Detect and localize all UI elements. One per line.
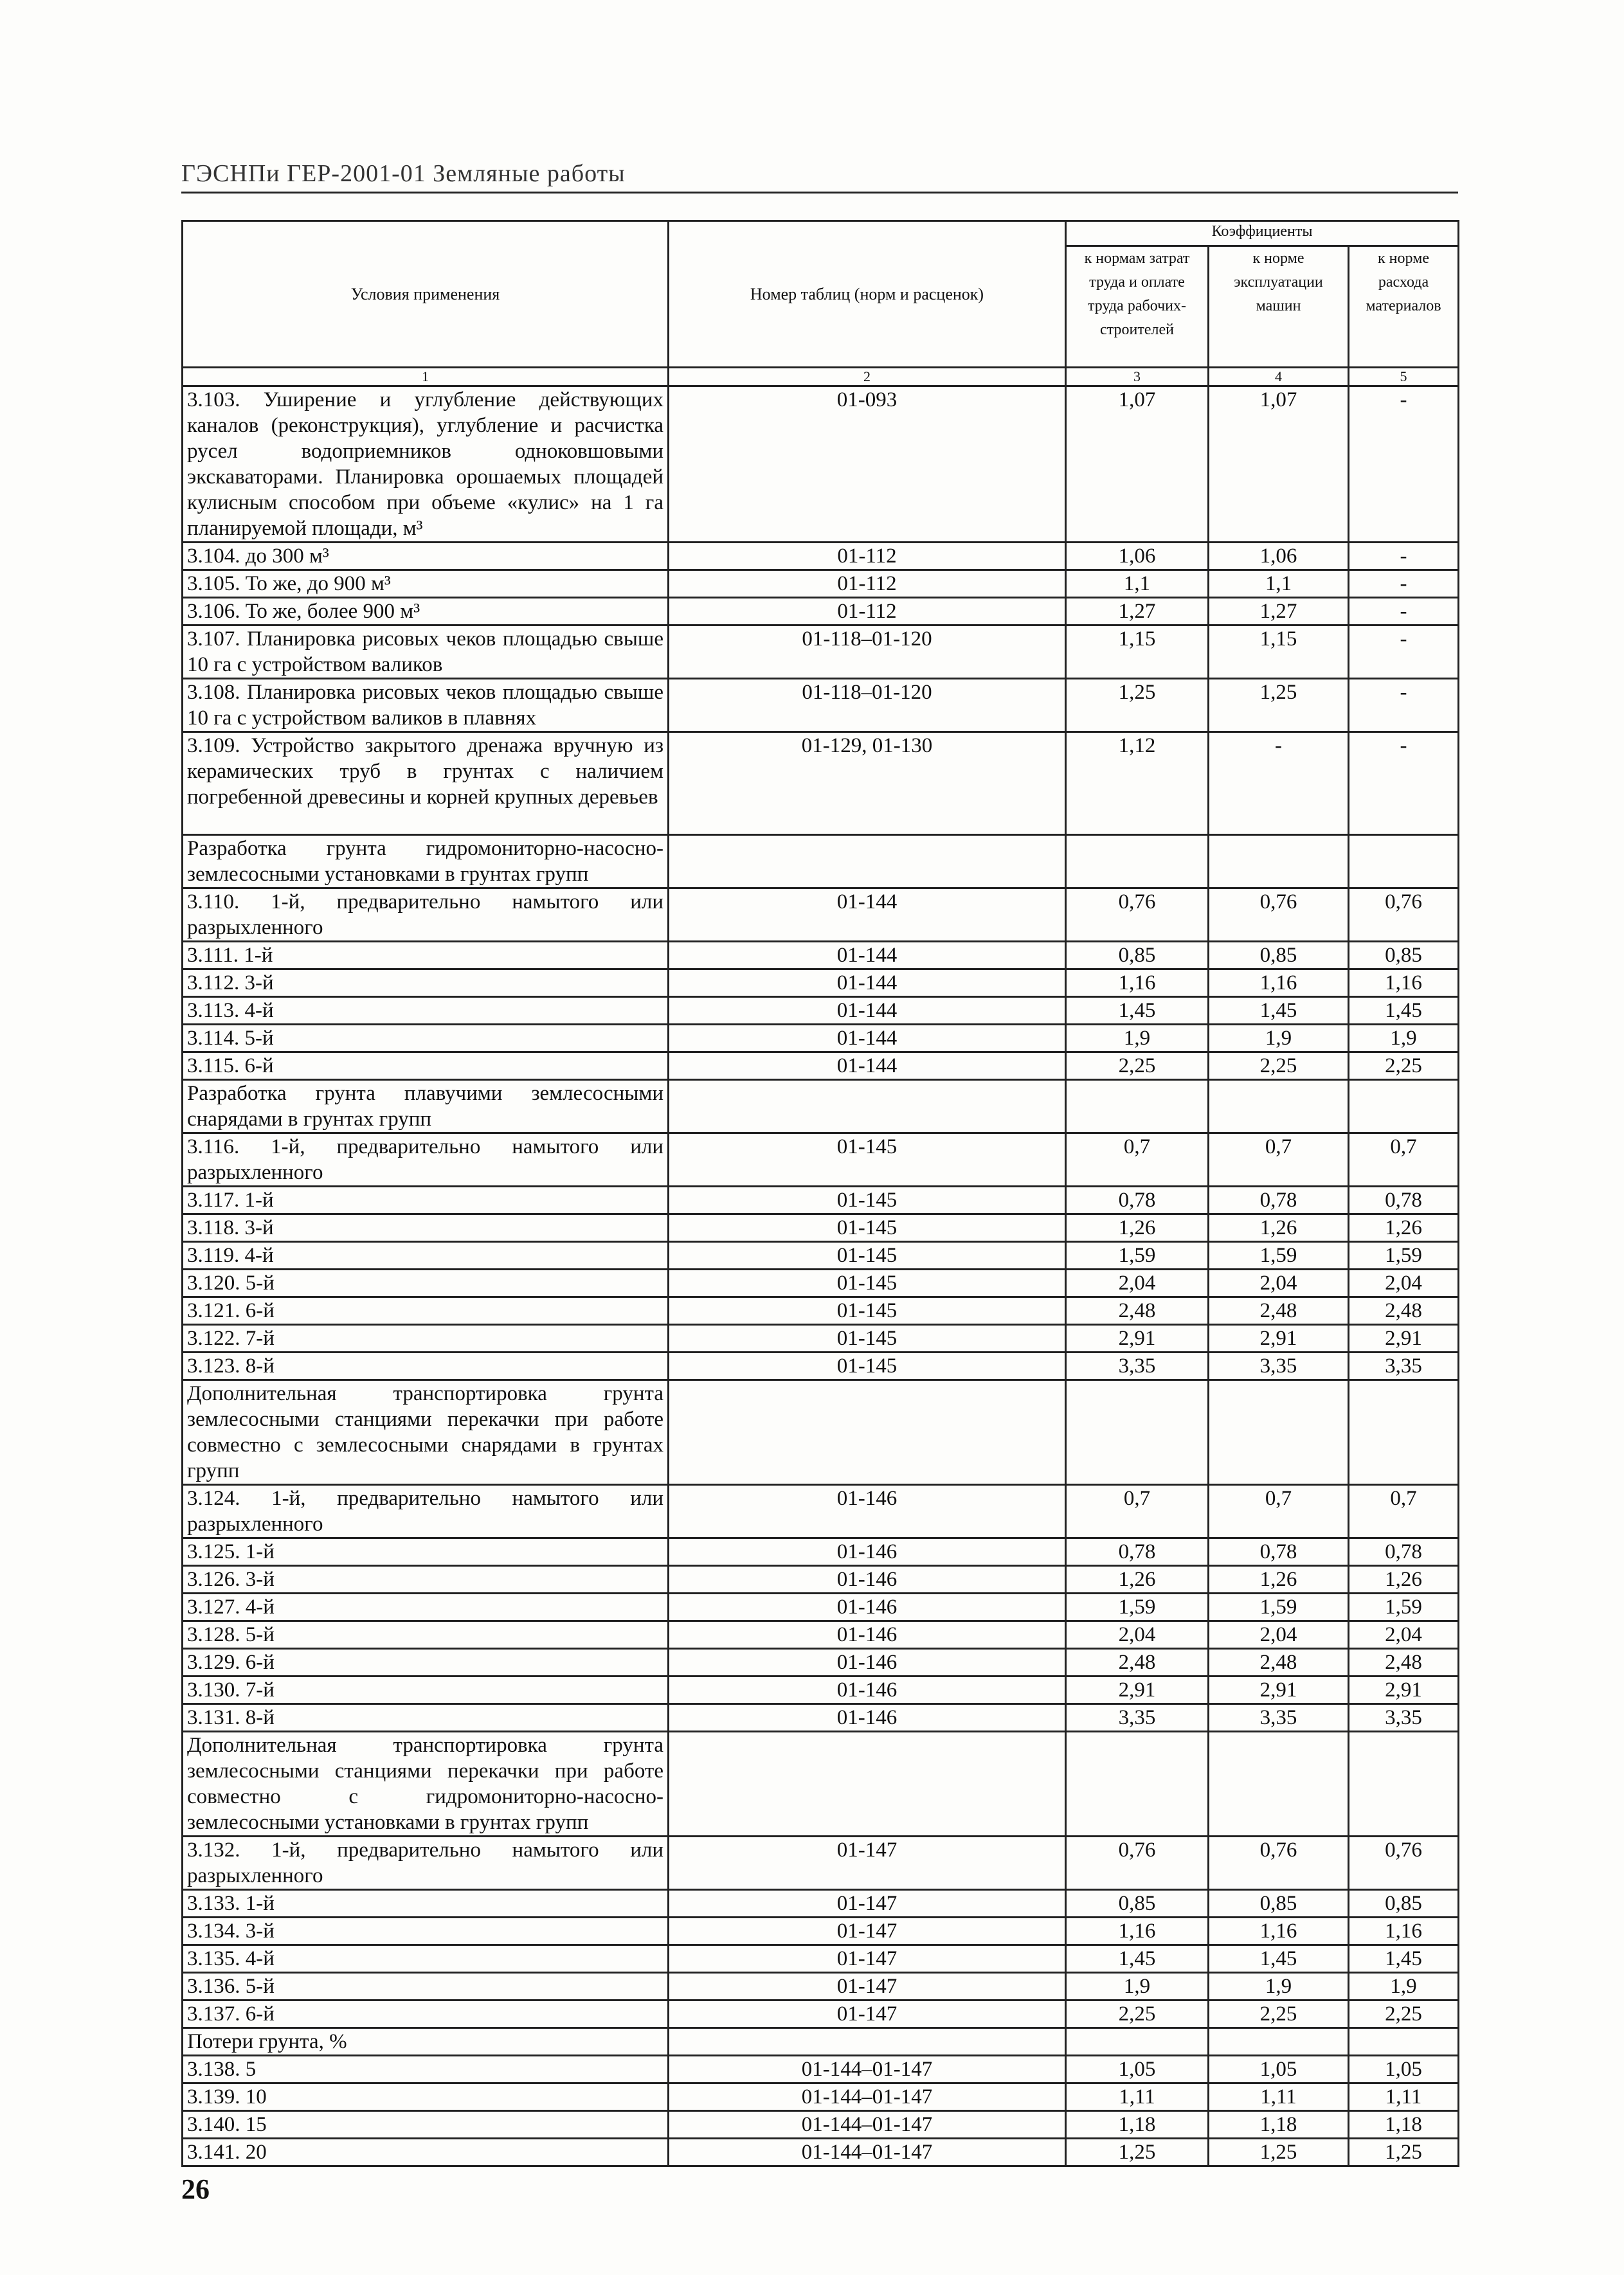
table-row: [183, 1621, 1459, 1649]
machines-coef-cell: [1209, 1732, 1349, 1837]
table-row: [183, 1837, 1459, 1890]
machines-coef-cell: 1,59: [1209, 1242, 1349, 1270]
machines-coef-cell: 1,26: [1209, 1214, 1349, 1242]
condition-cell: 3.139. 10: [183, 2083, 669, 2111]
materials-coef-cell: 1,59: [1349, 1242, 1459, 1270]
materials-coef-cell: 0,78: [1349, 1187, 1459, 1214]
condition-cell: 3.136. 5-й: [183, 1973, 669, 2001]
column-number: 5: [1349, 368, 1459, 386]
table-row: [183, 2139, 1459, 2166]
labor-coef-cell: 2,91: [1066, 1677, 1209, 1704]
labor-coef-cell: 1,06: [1066, 543, 1209, 570]
table-row: [183, 1649, 1459, 1677]
table-row: [183, 1187, 1459, 1214]
header-materials: к норме расхода материалов: [1349, 246, 1459, 368]
table-row: [183, 570, 1459, 598]
labor-coef-cell: 2,04: [1066, 1270, 1209, 1297]
machines-coef-cell: 1,25: [1209, 2139, 1349, 2166]
materials-coef-cell: 1,16: [1349, 969, 1459, 997]
condition-cell: 3.137. 6-й: [183, 2001, 669, 2028]
machines-coef-cell: 3,35: [1209, 1704, 1349, 1732]
labor-coef-cell: 1,16: [1066, 1918, 1209, 1945]
materials-coef-cell: -: [1349, 625, 1459, 679]
labor-coef-cell: 1,16: [1066, 969, 1209, 997]
materials-coef-cell: 2,04: [1349, 1270, 1459, 1297]
machines-coef-cell: -: [1209, 732, 1349, 835]
machines-coef-cell: 2,04: [1209, 1270, 1349, 1297]
labor-coef-cell: [1066, 1080, 1209, 1133]
table-number-cell: [669, 2028, 1066, 2056]
machines-coef-cell: 2,25: [1209, 2001, 1349, 2028]
header-table-numbers: Номер таблиц (норм и расценок): [669, 221, 1066, 368]
table-number-cell: 01-146: [669, 1649, 1066, 1677]
condition-cell: 3.122. 7-й: [183, 1325, 669, 1353]
table-number-cell: 01-145: [669, 1214, 1066, 1242]
table-row: [183, 942, 1459, 969]
table-row: [183, 679, 1459, 732]
table-number-cell: 01-146: [669, 1538, 1066, 1566]
machines-coef-cell: 1,27: [1209, 598, 1349, 625]
table-row: [183, 1973, 1459, 2001]
table-number-cell: 01-145: [669, 1187, 1066, 1214]
materials-coef-cell: 1,9: [1349, 1973, 1459, 2001]
condition-cell: 3.138. 5: [183, 2056, 669, 2083]
table-row: [183, 1325, 1459, 1353]
labor-coef-cell: 2,25: [1066, 2001, 1209, 2028]
table-row: [183, 1485, 1459, 1538]
labor-coef-cell: 1,59: [1066, 1594, 1209, 1621]
labor-coef-cell: 2,48: [1066, 1297, 1209, 1325]
labor-coef-cell: 0,78: [1066, 1187, 1209, 1214]
table-row: [183, 1890, 1459, 1918]
table-row: [183, 1052, 1459, 1080]
table-number-cell: 01-146: [669, 1594, 1066, 1621]
machines-coef-cell: 0,7: [1209, 1133, 1349, 1187]
labor-coef-cell: 2,04: [1066, 1621, 1209, 1649]
condition-cell: 3.141. 20: [183, 2139, 669, 2166]
table-number-cell: 01-145: [669, 1297, 1066, 1325]
condition-cell: 3.129. 6-й: [183, 1649, 669, 1677]
header-coefficients: Коэффициенты: [1066, 221, 1459, 246]
labor-coef-cell: 1,18: [1066, 2111, 1209, 2139]
condition-cell: 3.118. 3-й: [183, 1214, 669, 1242]
machines-coef-cell: 2,48: [1209, 1649, 1349, 1677]
table-row: [183, 1270, 1459, 1297]
labor-coef-cell: 0,78: [1066, 1538, 1209, 1566]
materials-coef-cell: -: [1349, 679, 1459, 732]
table-number-cell: 01-147: [669, 1890, 1066, 1918]
column-numbers-row: [183, 368, 1459, 386]
labor-coef-cell: [1066, 1732, 1209, 1837]
condition-cell: 3.109. Устройство закрытого дренажа вручную из керамических труб в грунтах с наличием погребенной древесины и корней крупных деревьев: [183, 732, 669, 835]
materials-coef-cell: 2,25: [1349, 1052, 1459, 1080]
table-number-cell: 01-146: [669, 1485, 1066, 1538]
header-rule: [181, 192, 1458, 193]
machines-coef-cell: [1209, 2028, 1349, 2056]
materials-coef-cell: 0,7: [1349, 1133, 1459, 1187]
labor-coef-cell: 1,25: [1066, 2139, 1209, 2166]
materials-coef-cell: [1349, 1732, 1459, 1837]
materials-coef-cell: [1349, 1080, 1459, 1133]
condition-cell: Разработка грунта плавучими землесосными снарядами в грунтах групп: [183, 1080, 669, 1133]
machines-coef-cell: 0,78: [1209, 1187, 1349, 1214]
table-row: [183, 1133, 1459, 1187]
machines-coef-cell: 1,07: [1209, 386, 1349, 543]
table-number-cell: [669, 1080, 1066, 1133]
materials-coef-cell: 0,76: [1349, 888, 1459, 942]
table-number-cell: 01-145: [669, 1325, 1066, 1353]
table-number-cell: 01-112: [669, 570, 1066, 598]
condition-cell: 3.124. 1-й, предварительно намытого или разрыхленного: [183, 1485, 669, 1538]
table-row: [183, 2028, 1459, 2056]
machines-coef-cell: 3,35: [1209, 1353, 1349, 1380]
materials-coef-cell: 2,25: [1349, 2001, 1459, 2028]
materials-coef-cell: 2,91: [1349, 1677, 1459, 1704]
labor-coef-cell: [1066, 2028, 1209, 2056]
condition-cell: 3.135. 4-й: [183, 1945, 669, 1973]
table-number-cell: 01-112: [669, 543, 1066, 570]
table-row: [183, 1732, 1459, 1837]
table-number-cell: 01-145: [669, 1133, 1066, 1187]
condition-cell: Дополнительная транспортировка грунта землесосными станциями перекачки при работе совместно с землесосными снарядами в грунтах групп: [183, 1380, 669, 1485]
table-row: [183, 625, 1459, 679]
materials-coef-cell: 2,48: [1349, 1297, 1459, 1325]
labor-coef-cell: 3,35: [1066, 1353, 1209, 1380]
labor-coef-cell: 1,45: [1066, 1945, 1209, 1973]
table-row: [183, 835, 1459, 888]
labor-coef-cell: 0,85: [1066, 1890, 1209, 1918]
machines-coef-cell: 1,11: [1209, 2083, 1349, 2111]
machines-coef-cell: 1,25: [1209, 679, 1349, 732]
condition-cell: 3.126. 3-й: [183, 1566, 669, 1594]
table-number-cell: 01-145: [669, 1242, 1066, 1270]
labor-coef-cell: 1,15: [1066, 625, 1209, 679]
labor-coef-cell: 2,25: [1066, 1052, 1209, 1080]
column-number: 2: [669, 368, 1066, 386]
table-row: [183, 1704, 1459, 1732]
table-number-cell: [669, 835, 1066, 888]
labor-coef-cell: 1,05: [1066, 2056, 1209, 2083]
labor-coef-cell: 1,07: [1066, 386, 1209, 543]
materials-coef-cell: 1,18: [1349, 2111, 1459, 2139]
table-number-cell: 01-144–01-147: [669, 2111, 1066, 2139]
table-row: [183, 1025, 1459, 1052]
table-row: [183, 1080, 1459, 1133]
table-number-cell: 01-146: [669, 1704, 1066, 1732]
materials-coef-cell: 1,45: [1349, 997, 1459, 1025]
condition-cell: 3.105. То же, до 900 м³: [183, 570, 669, 598]
table-row: [183, 1380, 1459, 1485]
table-number-cell: 01-147: [669, 1837, 1066, 1890]
labor-coef-cell: 1,1: [1066, 570, 1209, 598]
condition-cell: 3.104. до 300 м³: [183, 543, 669, 570]
condition-cell: Разработка грунта гидромониторно-насосно-землесосными установками в грунтах групп: [183, 835, 669, 888]
condition-cell: 3.106. То же, более 900 м³: [183, 598, 669, 625]
table-number-cell: 01-112: [669, 598, 1066, 625]
materials-coef-cell: -: [1349, 386, 1459, 543]
column-number: 3: [1066, 368, 1209, 386]
materials-coef-cell: [1349, 835, 1459, 888]
table-row: [183, 1297, 1459, 1325]
condition-cell: 3.140. 15: [183, 2111, 669, 2139]
materials-coef-cell: 1,59: [1349, 1594, 1459, 1621]
materials-coef-cell: 0,85: [1349, 1890, 1459, 1918]
table-row: [183, 1242, 1459, 1270]
table-row: [183, 1353, 1459, 1380]
machines-coef-cell: 1,16: [1209, 1918, 1349, 1945]
materials-coef-cell: 1,45: [1349, 1945, 1459, 1973]
labor-coef-cell: 1,9: [1066, 1025, 1209, 1052]
machines-coef-cell: 1,1: [1209, 570, 1349, 598]
machines-coef-cell: 1,9: [1209, 1973, 1349, 2001]
materials-coef-cell: 1,9: [1349, 1025, 1459, 1052]
condition-cell: 3.115. 6-й: [183, 1052, 669, 1080]
table-row: [183, 732, 1459, 835]
condition-cell: 3.108. Планировка рисовых чеков площадью свыше 10 га с устройством валиков в плавнях: [183, 679, 669, 732]
labor-coef-cell: 0,85: [1066, 942, 1209, 969]
table-number-cell: [669, 1732, 1066, 1837]
condition-cell: 3.128. 5-й: [183, 1621, 669, 1649]
condition-cell: 3.117. 1-й: [183, 1187, 669, 1214]
condition-cell: 3.120. 5-й: [183, 1270, 669, 1297]
condition-cell: Потери грунта, %: [183, 2028, 669, 2056]
condition-cell: 3.116. 1-й, предварительно намытого или разрыхленного: [183, 1133, 669, 1187]
table-row: [183, 1918, 1459, 1945]
labor-coef-cell: [1066, 1380, 1209, 1485]
table-row: [183, 598, 1459, 625]
materials-coef-cell: 1,16: [1349, 1918, 1459, 1945]
labor-coef-cell: 0,7: [1066, 1485, 1209, 1538]
machines-coef-cell: 0,7: [1209, 1485, 1349, 1538]
table-number-cell: 01-144: [669, 1025, 1066, 1052]
materials-coef-cell: 3,35: [1349, 1353, 1459, 1380]
machines-coef-cell: 1,45: [1209, 1945, 1349, 1973]
materials-coef-cell: 3,35: [1349, 1704, 1459, 1732]
table-row: [183, 1594, 1459, 1621]
materials-coef-cell: 0,78: [1349, 1538, 1459, 1566]
table-number-cell: 01-146: [669, 1677, 1066, 1704]
page-number: 26: [181, 2173, 210, 2205]
labor-coef-cell: 0,7: [1066, 1133, 1209, 1187]
machines-coef-cell: [1209, 835, 1349, 888]
table-row: [183, 1677, 1459, 1704]
condition-cell: 3.130. 7-й: [183, 1677, 669, 1704]
table-number-cell: 01-118–01-120: [669, 679, 1066, 732]
table-row: [183, 386, 1459, 543]
coefficients-table: [181, 220, 1459, 2167]
table-row: [183, 2001, 1459, 2028]
labor-coef-cell: 1,26: [1066, 1214, 1209, 1242]
table-body: [183, 386, 1459, 2166]
materials-coef-cell: -: [1349, 732, 1459, 835]
table-number-cell: 01-147: [669, 1918, 1066, 1945]
condition-cell: 3.114. 5-й: [183, 1025, 669, 1052]
table-number-cell: 01-147: [669, 1973, 1066, 2001]
table-row: [183, 888, 1459, 942]
labor-coef-cell: 2,48: [1066, 1649, 1209, 1677]
machines-coef-cell: 1,59: [1209, 1594, 1349, 1621]
table-number-cell: 01-147: [669, 1945, 1066, 1973]
table-number-cell: 01-146: [669, 1566, 1066, 1594]
table-number-cell: 01-145: [669, 1270, 1066, 1297]
condition-cell: 3.103. Уширение и углубление действующих каналов (реконструкция), углубление и расчистка русел водоприемников одноковшовыми экскаваторами. Планировка орошаемых площадей кулисным способом при объеме «кулис» на 1 га планируемой площади, м³: [183, 386, 669, 543]
running-header: ГЭСНПи ГЕР-2001-01 Земляные работы: [181, 160, 626, 187]
machines-coef-cell: 1,26: [1209, 1566, 1349, 1594]
machines-coef-cell: 1,05: [1209, 2056, 1349, 2083]
labor-coef-cell: 1,9: [1066, 1973, 1209, 2001]
machines-coef-cell: 1,16: [1209, 969, 1349, 997]
machines-coef-cell: 1,15: [1209, 625, 1349, 679]
labor-coef-cell: 1,25: [1066, 679, 1209, 732]
condition-cell: Дополнительная транспортировка грунта землесосными станциями перекачки при работе совместно с гидромониторно-насосно-землесосными установками в грунтах групп: [183, 1732, 669, 1837]
materials-coef-cell: 1,26: [1349, 1214, 1459, 1242]
materials-coef-cell: 1,05: [1349, 2056, 1459, 2083]
table-number-cell: 01-144: [669, 1052, 1066, 1080]
materials-coef-cell: 1,11: [1349, 2083, 1459, 2111]
header-machines: к норме эксплуатации машин: [1209, 246, 1349, 368]
materials-coef-cell: 2,48: [1349, 1649, 1459, 1677]
labor-coef-cell: 3,35: [1066, 1704, 1209, 1732]
table-number-cell: 01-144–01-147: [669, 2056, 1066, 2083]
column-number: 1: [183, 368, 669, 386]
machines-coef-cell: 0,76: [1209, 1837, 1349, 1890]
table-number-cell: 01-144–01-147: [669, 2083, 1066, 2111]
machines-coef-cell: 2,91: [1209, 1325, 1349, 1353]
labor-coef-cell: 1,11: [1066, 2083, 1209, 2111]
machines-coef-cell: 2,91: [1209, 1677, 1349, 1704]
table-row: [183, 1566, 1459, 1594]
condition-cell: 3.121. 6-й: [183, 1297, 669, 1325]
machines-coef-cell: 1,9: [1209, 1025, 1349, 1052]
condition-cell: 3.119. 4-й: [183, 1242, 669, 1270]
table-number-cell: [669, 1380, 1066, 1485]
table-row: [183, 1945, 1459, 1973]
materials-coef-cell: -: [1349, 570, 1459, 598]
table-row: [183, 2083, 1459, 2111]
labor-coef-cell: 0,76: [1066, 1837, 1209, 1890]
table-row: [183, 543, 1459, 570]
labor-coef-cell: 1,27: [1066, 598, 1209, 625]
materials-coef-cell: 1,26: [1349, 1566, 1459, 1594]
condition-cell: 3.112. 3-й: [183, 969, 669, 997]
materials-coef-cell: 0,76: [1349, 1837, 1459, 1890]
machines-coef-cell: [1209, 1380, 1349, 1485]
materials-coef-cell: -: [1349, 598, 1459, 625]
condition-cell: 3.133. 1-й: [183, 1890, 669, 1918]
materials-coef-cell: 2,91: [1349, 1325, 1459, 1353]
table-row: [183, 1538, 1459, 1566]
header-conditions: Условия применения: [183, 221, 669, 368]
table-row: [183, 969, 1459, 997]
machines-coef-cell: 2,25: [1209, 1052, 1349, 1080]
labor-coef-cell: [1066, 835, 1209, 888]
machines-coef-cell: 0,78: [1209, 1538, 1349, 1566]
table-number-cell: 01-129, 01-130: [669, 732, 1066, 835]
table-number-cell: 01-145: [669, 1353, 1066, 1380]
machines-coef-cell: 2,04: [1209, 1621, 1349, 1649]
table-number-cell: 01-144–01-147: [669, 2139, 1066, 2166]
condition-cell: 3.131. 8-й: [183, 1704, 669, 1732]
machines-coef-cell: 1,45: [1209, 997, 1349, 1025]
table-row: [183, 1214, 1459, 1242]
machines-coef-cell: 1,06: [1209, 543, 1349, 570]
condition-cell: 3.123. 8-й: [183, 1353, 669, 1380]
materials-coef-cell: -: [1349, 543, 1459, 570]
materials-coef-cell: 2,04: [1349, 1621, 1459, 1649]
condition-cell: 3.127. 4-й: [183, 1594, 669, 1621]
table-number-cell: 01-144: [669, 888, 1066, 942]
table-number-cell: 01-144: [669, 969, 1066, 997]
condition-cell: 3.113. 4-й: [183, 997, 669, 1025]
machines-coef-cell: 0,76: [1209, 888, 1349, 942]
machines-coef-cell: 2,48: [1209, 1297, 1349, 1325]
condition-cell: 3.110. 1-й, предварительно намытого или разрыхленного: [183, 888, 669, 942]
machines-coef-cell: 1,18: [1209, 2111, 1349, 2139]
condition-cell: 3.125. 1-й: [183, 1538, 669, 1566]
machines-coef-cell: 0,85: [1209, 942, 1349, 969]
materials-coef-cell: 0,85: [1349, 942, 1459, 969]
labor-coef-cell: 2,91: [1066, 1325, 1209, 1353]
condition-cell: 3.111. 1-й: [183, 942, 669, 969]
materials-coef-cell: [1349, 2028, 1459, 2056]
header-labor: к нормам затрат труда и оплате труда рабочих-строителей: [1066, 246, 1209, 368]
table-row: [183, 997, 1459, 1025]
table-row: [183, 2056, 1459, 2083]
table-number-cell: 01-144: [669, 997, 1066, 1025]
labor-coef-cell: 0,76: [1066, 888, 1209, 942]
labor-coef-cell: 1,12: [1066, 732, 1209, 835]
machines-coef-cell: [1209, 1080, 1349, 1133]
condition-cell: 3.134. 3-й: [183, 1918, 669, 1945]
table-row: [183, 2111, 1459, 2139]
table-number-cell: 01-146: [669, 1621, 1066, 1649]
table-number-cell: 01-093: [669, 386, 1066, 543]
labor-coef-cell: 1,45: [1066, 997, 1209, 1025]
condition-cell: 3.132. 1-й, предварительно намытого или разрыхленного: [183, 1837, 669, 1890]
machines-coef-cell: 0,85: [1209, 1890, 1349, 1918]
condition-cell: 3.107. Планировка рисовых чеков площадью свыше 10 га с устройством валиков: [183, 625, 669, 679]
column-number: 4: [1209, 368, 1349, 386]
table-number-cell: 01-118–01-120: [669, 625, 1066, 679]
table-number-cell: 01-147: [669, 2001, 1066, 2028]
materials-coef-cell: [1349, 1380, 1459, 1485]
materials-coef-cell: 0,7: [1349, 1485, 1459, 1538]
materials-coef-cell: 1,25: [1349, 2139, 1459, 2166]
table-number-cell: 01-144: [669, 942, 1066, 969]
labor-coef-cell: 1,26: [1066, 1566, 1209, 1594]
labor-coef-cell: 1,59: [1066, 1242, 1209, 1270]
